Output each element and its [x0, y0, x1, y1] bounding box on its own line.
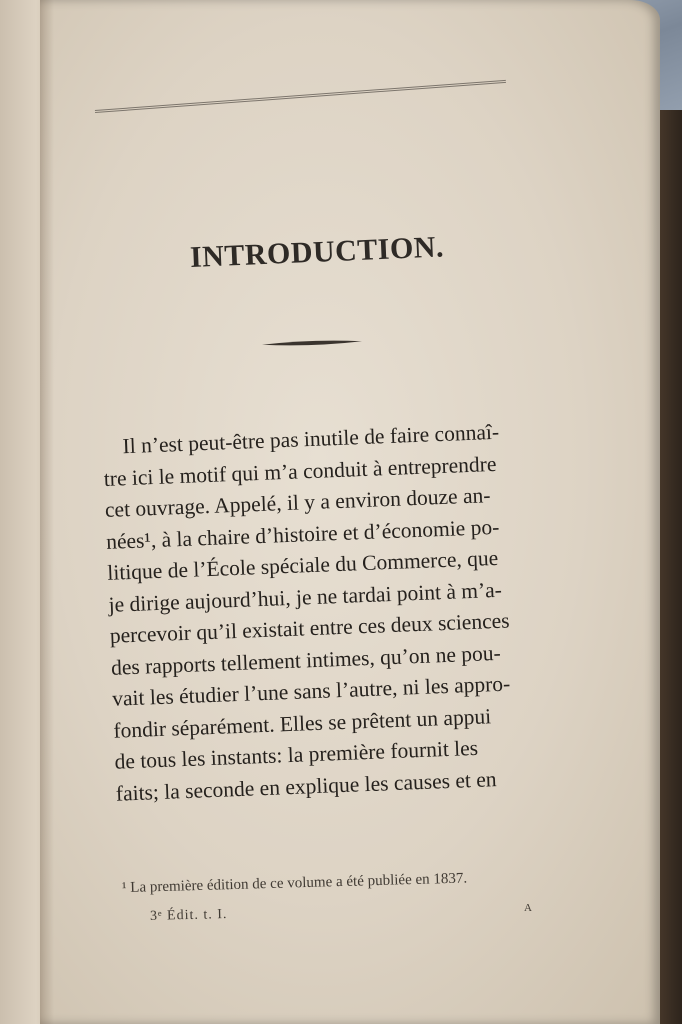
- paragraph-line: je dirige aujourd’hui, je ne tardai point à m’a-: [108, 577, 503, 617]
- paragraph-line: Il n’est peut-être pas inutile de faire connaî-: [122, 419, 500, 459]
- ornament-dash: [262, 337, 362, 348]
- header-rule: [95, 80, 506, 113]
- page-title: INTRODUCTION.: [189, 230, 445, 275]
- signature-mark: 3ᵉ Édit. t. I.: [149, 907, 228, 924]
- signature-letter: A: [524, 902, 532, 914]
- paragraph-line: nées¹, à la chaire d’histoire et d’économie po-: [105, 514, 500, 554]
- paragraph-line: cet ouvrage. Appelé, il y a environ douze an-: [104, 483, 491, 522]
- paragraph-line: tre ici le motif qui m’a conduit à entreprendre: [103, 451, 497, 491]
- book-page: [40, 0, 660, 1024]
- paragraph-line: litique de l’École spéciale du Commerce, que: [106, 545, 499, 585]
- paragraph-line: fondir séparément. Elles se prêtent un appui: [112, 703, 492, 743]
- body-paragraph: [102, 414, 596, 810]
- page-gutter-shadow: [40, 0, 54, 1024]
- paragraph-line: percevoir qu’il existait entre ces deux sciences: [109, 608, 510, 648]
- paragraph-line: vait les étudier l’une sans l’autre, ni les appro-: [111, 671, 511, 711]
- paragraph-line: de tous les instants: la première fournit les: [114, 735, 479, 774]
- paragraph-line: faits; la seconde en explique les causes et en: [115, 766, 497, 806]
- footnote: ¹ La première édition de ce volume a été publiée en 1837.: [121, 870, 468, 897]
- paragraph-line: des rapports tellement intimes, qu’on ne pou-: [110, 640, 502, 680]
